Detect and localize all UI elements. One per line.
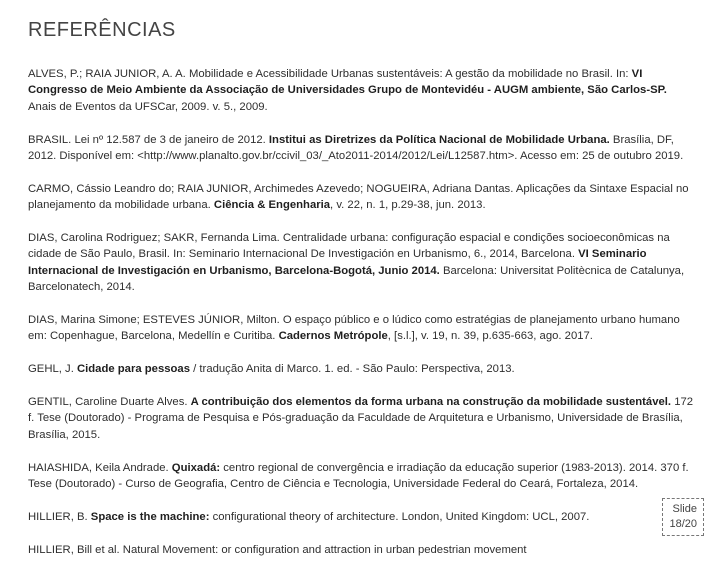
reference-bold-text: Quixadá: — [171, 461, 221, 474]
reference-item — [28, 361, 694, 377]
reference-text: DIAS, Marina Simone; ESTEVES JÚNIOR, Milton. O espaço público e o lúdico como estratégias de planejamento urbano humano em: Copenhague, Barcelona, Medellín e Curitiba. — [28, 314, 680, 343]
reference-text: Brasília, DF, 2012. Disponível em: <http://www.planalto.gov.br/ccivil_03/_Ato2011-2014/2012/Lei/L12587.htm>. Acesso em: 25 de outubro 2019. — [28, 133, 684, 163]
reference-text: HILLIER, Bill et al. Natural Movement: or configuration and attraction in urban pedestrian movement — [28, 543, 527, 556]
reference-bold-text: Space is the machine: — [90, 510, 210, 523]
reference-item — [28, 460, 694, 493]
slide-counter-label: Slide — [672, 503, 697, 515]
reference-item — [28, 181, 694, 214]
reference-item — [28, 542, 694, 558]
reference-text: ALVES, P.; RAIA JUNIOR, A. A. Mobilidade e Acessibilidade Urbanas sustentáveis: A gestão da mobilidade no Brasil. In: — [28, 68, 632, 80]
reference-text: Barcelona: Universitat Politècnica de Catalunya, Barcelonatech, 2014. — [28, 264, 685, 294]
reference-item — [28, 394, 694, 443]
slide-counter — [666, 501, 700, 533]
reference-text: configurational theory of architecture. London, United Kingdom: UCL, 2007. — [209, 510, 590, 523]
reference-text: Anais de Eventos da UFSCar, 2009. v. 5., 2009. — [28, 100, 268, 113]
reference-bold-text: VI Seminario Internacional de Investigación en Urbanismo, Barcelona-Bogotá, Junio 2014. — [28, 248, 647, 277]
reference-text: 172 f. Tese (Doutorado) - Programa de Pesquisa e Pós-graduação da Faculdade de Arquitetura e Urbanismo, Universidade de Brasília, Brasília, 2015. — [28, 396, 694, 441]
slide-counter-value: 18/20 — [669, 518, 697, 530]
slide-title: REFERÊNCIAS — [28, 19, 176, 41]
reference-bold-text: Institui as Diretrizes da Política Nacional de Mobilidade Urbana. — [268, 133, 610, 146]
reference-text: DIAS, Carolina Rodriguez; SAKR, Fernanda Lima. Centralidade urbana: configuração espacial e condições socioeconômicas na cidade de São Paulo, Brasil. In: Seminario Internacional De Investigación en Urbanismo, 6., 2014, Barcelona. — [28, 232, 670, 261]
reference-bold-text: Cadernos Metrópole — [278, 330, 388, 343]
reference-bold-text: VI Congresso de Meio Ambiente da Associação de Universidades Grupo de Montevidéu - AUGM ambiente, São Carlos-SP. — [28, 68, 667, 97]
reference-text: centro regional de convergência e irradiação da educação superior (1983-2013). 2014. 370 f. Tese (Doutorado) - Curso de Geografia, Centro de Ciência e Tecnologia, Universidade Federal do Ceará, Fortaleza, 2014. — [28, 461, 689, 491]
slide-counter-frame — [662, 498, 704, 536]
reference-text: HAIASHIDA, Keila Andrade. — [28, 461, 172, 474]
reference-item — [28, 66, 694, 115]
reference-item — [28, 312, 694, 345]
reference-bold-text: Cidade para pessoas — [76, 363, 190, 376]
references-list — [28, 66, 694, 574]
reference-item — [28, 132, 694, 165]
reference-text: BRASIL. Lei nº 12.587 de 3 de janeiro de 2012. — [28, 133, 269, 146]
reference-text: / tradução Anita di Marco. 1. ed. - São Paulo: Perspectiva, 2013. — [190, 363, 515, 376]
reference-bold-text: A contribuição dos elementos da forma urbana na construção da mobilidade sustentável. — [190, 396, 672, 409]
reference-bold-text: Ciência & Engenharia — [213, 199, 331, 212]
reference-item — [28, 509, 694, 525]
reference-text: CARMO, Cássio Leandro do; RAIA JUNIOR, Archimedes Azevedo; NOGUEIRA, Adriana Dantas. Aplicações da Sintaxe Espacial no planejamento da mobilidade urbana. — [28, 182, 689, 212]
reference-text: GENTIL, Caroline Duarte Alves. — [28, 396, 191, 409]
reference-text: HILLIER, B. — [28, 510, 91, 523]
reference-text: , v. 22, n. 1, p.29-38, jun. 2013. — [330, 199, 486, 212]
reference-text: , [s.l.], v. 19, n. 39, p.635-663, ago. 2017. — [387, 330, 593, 343]
reference-item — [28, 230, 694, 296]
reference-text: GEHL, J. — [28, 363, 77, 376]
